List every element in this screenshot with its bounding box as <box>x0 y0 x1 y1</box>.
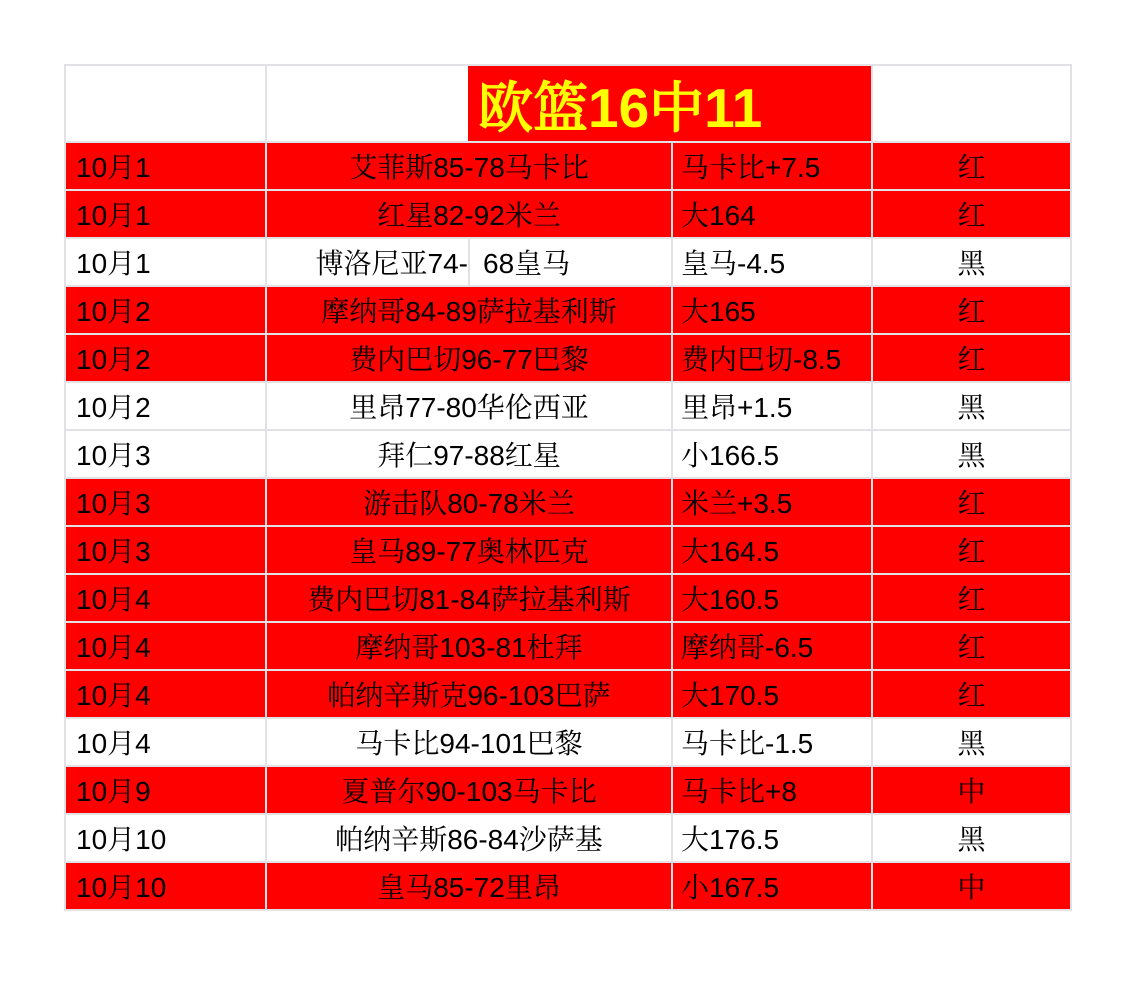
match-cell: 摩纳哥103-81杜拜 <box>267 623 671 669</box>
bet-cell: 大160.5 <box>673 575 871 621</box>
match-cell: 皇马85-72里昂 <box>267 863 671 909</box>
match-cell: 拜仁97-88红星 <box>267 431 671 477</box>
results-table <box>64 64 1072 911</box>
date-cell: 10月3 <box>66 527 265 573</box>
date-cell: 10月4 <box>66 623 265 669</box>
match-cell <box>267 239 671 285</box>
match-cell: 艾菲斯85-78马卡比 <box>267 143 671 189</box>
bet-cell: 小166.5 <box>673 431 871 477</box>
date-cell: 10月3 <box>66 431 265 477</box>
date-cell: 10月2 <box>66 383 265 429</box>
result-cell: 中 <box>873 863 1070 909</box>
date-cell: 10月3 <box>66 479 265 525</box>
date-cell: 10月1 <box>66 143 265 189</box>
result-cell: 中 <box>873 767 1070 813</box>
date-cell: 10月4 <box>66 719 265 765</box>
bet-cell: 大165 <box>673 287 871 333</box>
match-cell: 皇马89-77奥林匹克 <box>267 527 671 573</box>
result-cell: 黑 <box>873 719 1070 765</box>
bet-cell: 费内巴切-8.5 <box>673 335 871 381</box>
date-cell: 10月10 <box>66 863 265 909</box>
header-cell <box>873 66 1070 141</box>
bet-cell: 里昂+1.5 <box>673 383 871 429</box>
header-cell <box>66 66 265 141</box>
match-cell: 摩纳哥84-89萨拉基利斯 <box>267 287 671 333</box>
result-cell: 红 <box>873 479 1070 525</box>
match-cell: 红星82-92米兰 <box>267 191 671 237</box>
bet-cell: 小167.5 <box>673 863 871 909</box>
bet-cell: 马卡比+8 <box>673 767 871 813</box>
page-title: 欧篮16中11 <box>478 77 763 139</box>
date-cell: 10月10 <box>66 815 265 861</box>
result-cell: 红 <box>873 287 1070 333</box>
bet-cell: 大164 <box>673 191 871 237</box>
result-cell: 黑 <box>873 815 1070 861</box>
bet-cell: 大164.5 <box>673 527 871 573</box>
match-cell: 马卡比94-101巴黎 <box>267 719 671 765</box>
match-text-right: 68皇马 <box>483 248 571 279</box>
match-cell: 游击队80-78米兰 <box>267 479 671 525</box>
match-cell: 帕纳辛斯86-84沙萨基 <box>267 815 671 861</box>
bet-cell: 米兰+3.5 <box>673 479 871 525</box>
date-cell: 10月2 <box>66 335 265 381</box>
date-cell: 10月9 <box>66 767 265 813</box>
bet-cell: 大176.5 <box>673 815 871 861</box>
match-cell: 帕纳辛斯克96-103巴萨 <box>267 671 671 717</box>
result-cell: 红 <box>873 623 1070 669</box>
bet-cell: 皇马-4.5 <box>673 239 871 285</box>
match-cell: 里昂77-80华伦西亚 <box>267 383 671 429</box>
date-cell: 10月2 <box>66 287 265 333</box>
result-cell: 黑 <box>873 383 1070 429</box>
bet-cell: 马卡比-1.5 <box>673 719 871 765</box>
match-cell: 费内巴切96-77巴黎 <box>267 335 671 381</box>
date-cell: 10月4 <box>66 575 265 621</box>
result-cell: 红 <box>873 575 1070 621</box>
date-cell: 10月1 <box>66 239 265 285</box>
match-cell: 费内巴切81-84萨拉基利斯 <box>267 575 671 621</box>
result-cell: 红 <box>873 527 1070 573</box>
bet-cell: 摩纳哥-6.5 <box>673 623 871 669</box>
result-cell: 黑 <box>873 239 1070 285</box>
title-banner <box>468 66 871 141</box>
date-cell: 10月4 <box>66 671 265 717</box>
result-cell: 红 <box>873 143 1070 189</box>
match-cell: 夏普尔90-103马卡比 <box>267 767 671 813</box>
result-cell: 黑 <box>873 431 1070 477</box>
bet-cell: 马卡比+7.5 <box>673 143 871 189</box>
match-text-left: 博洛尼亚74- <box>267 239 470 285</box>
result-cell: 红 <box>873 671 1070 717</box>
result-cell: 红 <box>873 191 1070 237</box>
result-cell: 红 <box>873 335 1070 381</box>
date-cell: 10月1 <box>66 191 265 237</box>
bet-cell: 大170.5 <box>673 671 871 717</box>
